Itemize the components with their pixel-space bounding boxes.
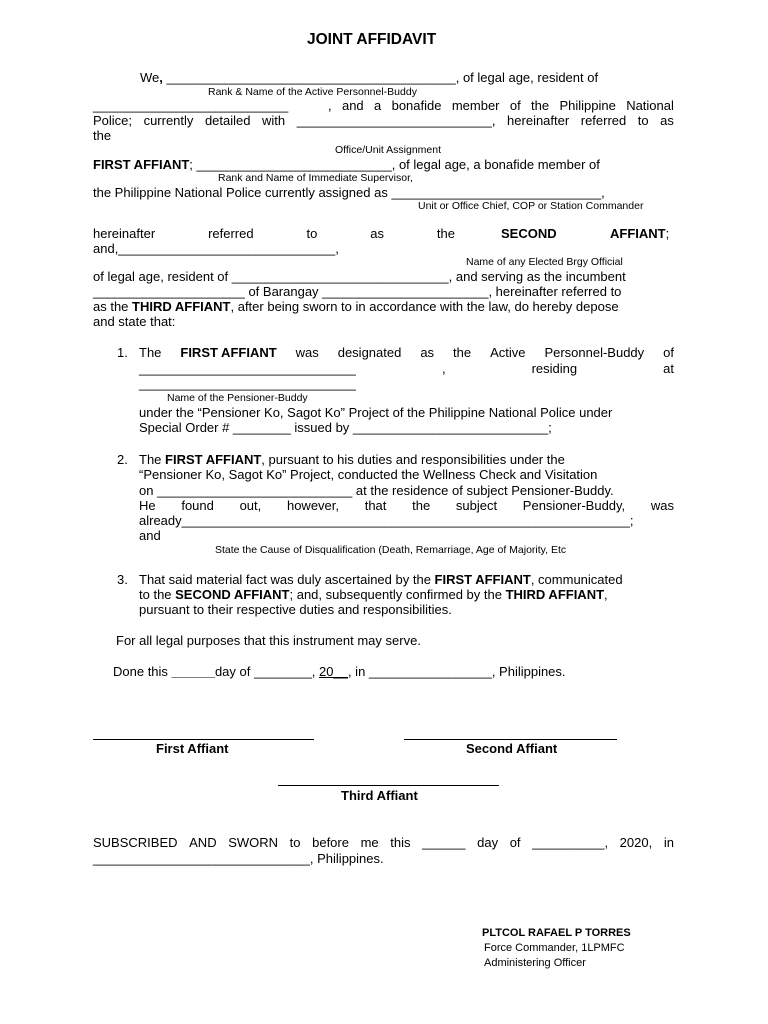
item-3-line-1: That said material fact was duly ascertained by the FIRST AFFIANT, communicated <box>139 572 623 587</box>
word: a <box>374 98 382 113</box>
word: ______________________________ <box>139 361 356 376</box>
word: Personnel-Buddy <box>544 345 645 360</box>
third-affiant-signature-line <box>278 785 499 786</box>
word: Police; <box>93 113 133 128</box>
subscribed-line-1 <box>93 835 674 850</box>
word: to <box>637 113 649 128</box>
second-affiant-signature-line <box>404 739 617 740</box>
word: designated <box>337 345 402 360</box>
word: to <box>306 226 318 241</box>
item-2-line-3: on ___________________________ at the residence of subject Pensioner-Buddy. <box>139 483 614 498</box>
word: as <box>370 226 384 241</box>
document-title: JOINT AFFIDAVIT <box>307 31 437 48</box>
word: to <box>289 835 301 850</box>
word: SUBSCRIBED <box>93 835 178 850</box>
word: and <box>341 98 364 113</box>
word: before <box>312 835 349 850</box>
item-1-line-2 <box>139 361 674 376</box>
word: AND <box>189 835 217 850</box>
word: in <box>663 835 674 850</box>
item-2-line-1: The FIRST AFFIANT, pursuant to his duties and responsibilities under the <box>139 452 565 467</box>
word: bonafide <box>391 98 442 113</box>
caption-unit-chief: Unit or Office Chief, COP or Station Commander <box>418 200 644 212</box>
word: FIRST AFFIANT <box>180 345 277 360</box>
first-affiant-signature-line <box>93 739 314 740</box>
item-2-line-2: “Pensioner Ko, Sagot Ko” Project, conducted the Wellness Check and Visitation <box>139 467 598 482</box>
word: He <box>139 498 156 513</box>
word: as <box>420 345 435 360</box>
item-1-line-5: Special Order # ________ issued by ___________________________; <box>139 420 552 435</box>
intro-line-1: We, ________________________________________, of legal age, resident of <box>140 70 599 85</box>
word: , <box>328 98 332 113</box>
done-line: Done this ______day of ________, 20__, in _________________, Philippines. <box>113 664 566 679</box>
second-affiant-label-2: AFFIANT; <box>610 226 670 241</box>
word: hereinafter <box>507 113 570 128</box>
word: hereinafter <box>93 226 156 241</box>
word: that <box>364 498 387 513</box>
officer-role: Administering Officer <box>484 957 586 969</box>
word: out, <box>239 498 262 513</box>
word: residing <box>531 361 578 376</box>
item-3-line-3: pursuant to their respective duties and responsibilities. <box>139 602 452 617</box>
word: __________, <box>532 835 609 850</box>
word: of <box>509 98 521 113</box>
intro-line-5: FIRST AFFIANT; ___________________________, of legal age, a bonafide member of <box>93 157 600 172</box>
item-3-line-2: to the SECOND AFFIANT; and, subsequently confirmed by the THIRD AFFIANT, <box>139 587 608 602</box>
intro-line-8: and,______________________________, <box>93 241 339 256</box>
word: Active <box>490 345 526 360</box>
caption-disqualification: State the Cause of Disqualification (Death, Remarriage, Age of Majority, Etc <box>215 544 567 556</box>
word: The <box>139 345 162 360</box>
second-affiant-signature-label: Second Affiant <box>466 741 558 756</box>
word: found <box>181 498 214 513</box>
word: Pensioner-Buddy, <box>522 498 626 513</box>
word: of <box>663 345 674 360</box>
word: at <box>663 361 674 376</box>
intro-line-6: the Philippine National Police currently assigned as _____________________________, <box>93 185 605 200</box>
word: with <box>262 113 286 128</box>
word: the <box>436 226 455 241</box>
word: , <box>441 361 446 376</box>
caption-office-unit: Office/Unit Assignment <box>335 144 442 156</box>
caption-elected-brgy: Name of any Elected Brgy Official <box>466 256 623 268</box>
caption-rank-name-buddy: Rank & Name of the Active Personnel-Buddy <box>208 86 417 98</box>
intro-line-9: of legal age, resident of ______________________________, and serving as the incumbent <box>93 269 626 284</box>
word: the <box>453 345 472 360</box>
item-2-line-5: already______________________________________________________________; <box>139 513 634 528</box>
word: detailed <box>204 113 251 128</box>
intro-line-12: and state that: <box>93 314 176 329</box>
intro-line-11: as the THIRD AFFIANT, after being sworn to in accordance with the law, do hereby depose <box>93 299 619 314</box>
officer-name: PLTCOL RAFAEL P TORRES <box>482 927 631 939</box>
item-2-line-6: and <box>139 528 161 543</box>
word: Philippine <box>559 98 616 113</box>
word: the <box>531 98 550 113</box>
word: referred <box>208 226 254 241</box>
item-1-line-4: under the “Pensioner Ko, Sagot Ko” Project of the Philippine National Police under <box>139 405 613 420</box>
word: day <box>477 835 499 850</box>
item-1-line-3: ______________________________ <box>139 376 356 391</box>
intro-line-2-blank: ___________________________ <box>93 98 289 113</box>
word: member <box>451 98 500 113</box>
word: as <box>660 113 674 128</box>
word: this <box>390 835 411 850</box>
word: of <box>509 835 521 850</box>
subscribed-line-2: ______________________________, Philippines. <box>93 851 384 866</box>
word: was <box>650 498 674 513</box>
officer-position: Force Commander, 1LPMFC <box>484 942 625 954</box>
word: 2020, <box>619 835 653 850</box>
word: me <box>360 835 379 850</box>
word: ______ <box>422 835 466 850</box>
word: however, <box>286 498 340 513</box>
word: SWORN <box>228 835 279 850</box>
item-1-line-1 <box>139 345 674 360</box>
first-affiant-label: FIRST AFFIANT <box>93 157 190 172</box>
item-2-line-4 <box>139 498 674 513</box>
word: subject <box>455 498 498 513</box>
intro-line-7-words <box>93 226 455 241</box>
word: ___________________________, <box>296 113 496 128</box>
word: was <box>295 345 319 360</box>
word: currently <box>143 113 194 128</box>
caption-rank-name-supervisor: Rank and Name of Immediate Supervisor, <box>218 172 413 184</box>
intro-line-3-words <box>93 113 674 128</box>
first-affiant-signature-label: First Affiant <box>156 741 229 756</box>
item-1-number: 1. <box>117 345 128 360</box>
intro-line-2-words <box>328 98 674 113</box>
word: National <box>626 98 674 113</box>
item-3-number: 3. <box>117 572 128 587</box>
intro-line-4: the <box>93 128 112 143</box>
word: referred <box>580 113 627 128</box>
third-affiant-signature-label: Third Affiant <box>341 788 418 803</box>
second-affiant-label: SECOND <box>501 226 557 241</box>
intro-line-10: _____________________ of Barangay _______________________, hereinafter referred to <box>93 284 622 299</box>
legal-purposes-line: For all legal purposes that this instrument may serve. <box>116 633 421 648</box>
word: the <box>412 498 431 513</box>
caption-pensioner-buddy: Name of the Pensioner-Buddy <box>167 392 308 404</box>
item-2-number: 2. <box>117 452 128 467</box>
